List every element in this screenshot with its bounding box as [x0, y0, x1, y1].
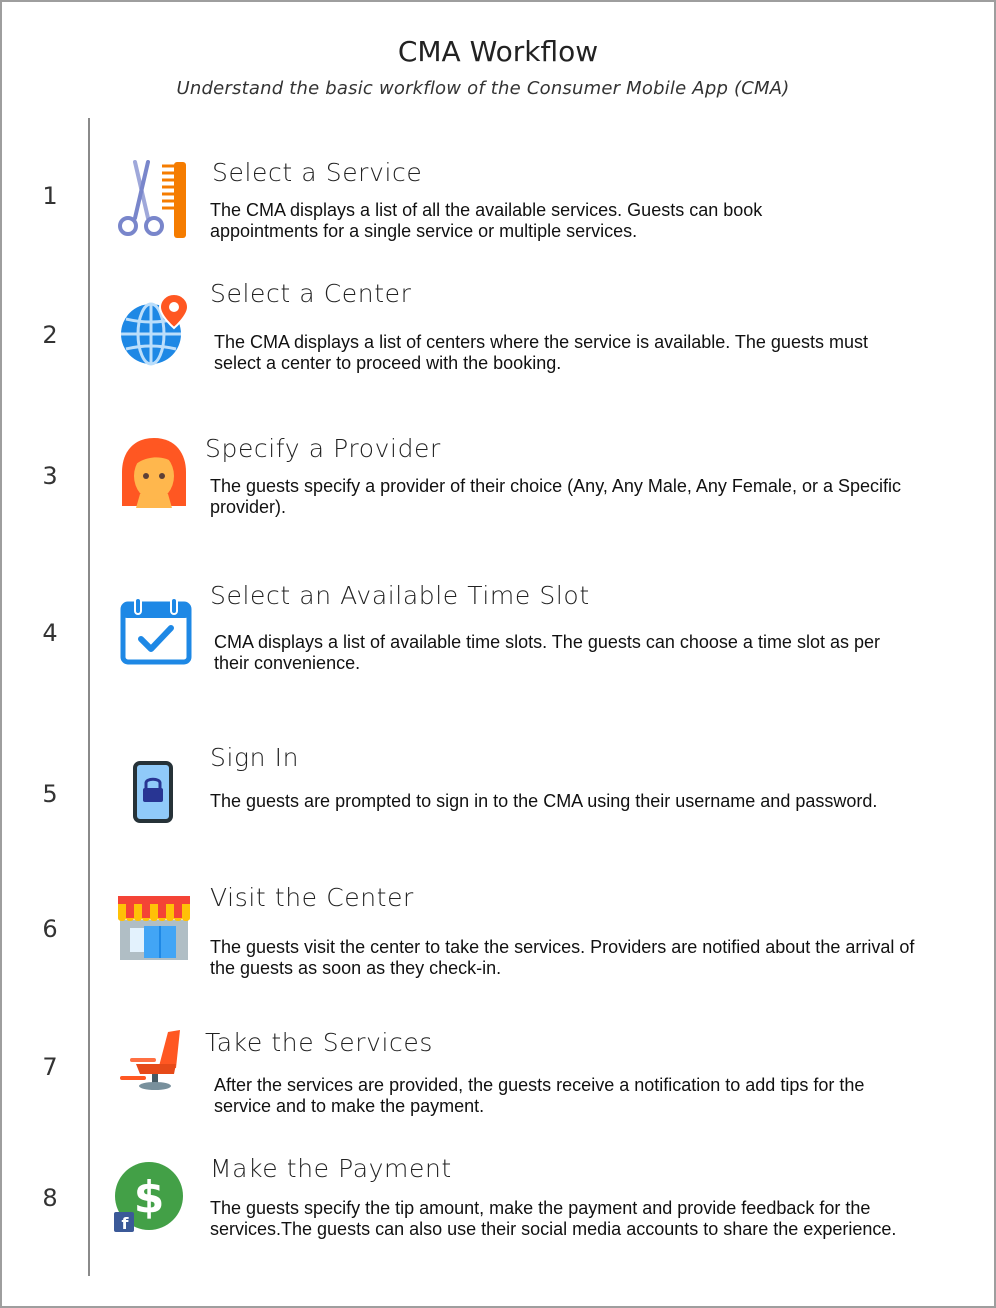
page-subtitle: Understand the basic workflow of the Consumer Mobile App (CMA) [176, 78, 790, 99]
globe-location-icon [118, 292, 190, 373]
step-title: Select an Available Time Slot [210, 581, 590, 610]
step-description: The guests specify a provider of their choice (Any, Any Male, Any Female, or a Specific provider). [210, 476, 901, 517]
calendar-check-icon [120, 598, 192, 671]
salon-chair-icon [118, 1028, 186, 1097]
step-description: The guests visit the center to take the services. Providers are notified about the arrival of the guests as soon as they check-in. [210, 937, 915, 978]
step-title: Select a Service [212, 158, 423, 187]
storefront-icon [116, 894, 192, 967]
dollar-facebook-icon [112, 1162, 186, 1239]
page-title: CMA Workflow [397, 35, 599, 68]
step-number: 5 [42, 780, 58, 808]
timeline-line [88, 118, 90, 1276]
step-title: Sign In [210, 743, 300, 772]
woman-avatar-icon [116, 436, 192, 515]
step-title: Make the Payment [210, 1154, 452, 1183]
step-number: 6 [42, 915, 58, 943]
step-description: The CMA displays a list of all the available services. Guests can book appointments for a single service or multiple services. [210, 200, 763, 241]
step-number: 8 [42, 1184, 58, 1212]
scissors-comb-icon [114, 160, 192, 245]
svg-text:$: $ [133, 1172, 165, 1223]
step-description: CMA displays a list of available time slots. The guests can choose a time slot as per their convenience. [214, 632, 880, 673]
step-title: Visit the Center [210, 883, 414, 912]
step-number: 4 [42, 619, 58, 647]
svg-text:f: f [121, 1214, 129, 1233]
step-title: Specify a Provider [205, 434, 441, 463]
phone-lock-icon [132, 760, 176, 829]
step-title: Take the Services [205, 1028, 433, 1057]
step-description: The CMA displays a list of centers where the service is available. The guests must select a center to proceed with the booking. [214, 332, 868, 373]
step-description: After the services are provided, the guests receive a notification to add tips for the service and to make the payment. [214, 1075, 865, 1116]
step-title: Select a Center [210, 279, 412, 308]
step-number: 2 [42, 321, 58, 349]
step-number: 7 [42, 1053, 58, 1081]
step-number: 1 [42, 182, 58, 210]
step-description: The guests are prompted to sign in to the CMA using their username and password. [210, 791, 878, 811]
step-description: The guests specify the tip amount, make the payment and provide feedback for the services.The guests can also use their social media accounts to share the experience. [210, 1198, 897, 1239]
step-number: 3 [42, 462, 58, 490]
